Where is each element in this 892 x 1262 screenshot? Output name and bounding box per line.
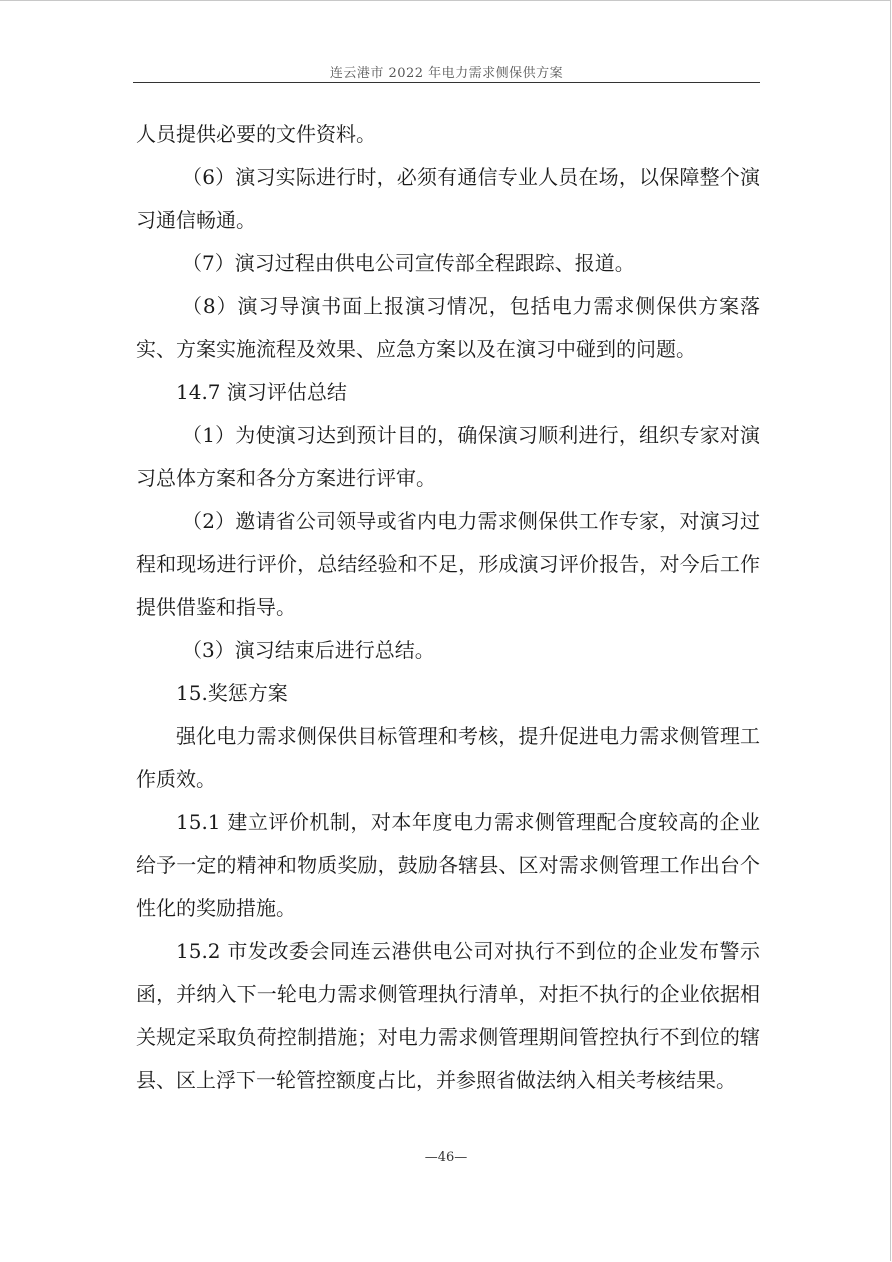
paragraph-intro-15: 强化电力需求侧保供目标管理和考核，提升促进电力需求侧管理工作质效。 <box>136 724 760 791</box>
paragraph-eval-3: （3）演习结束后进行总结。 <box>182 638 435 662</box>
section-heading-14-7: 14.7 演习评估总结 <box>176 380 347 404</box>
paragraph-eval-1: （1）为使演习达到预计目的，确保演习顺利进行，组织专家对演习总体方案和各分方案进行评审。 <box>136 423 760 490</box>
paragraph-item-6: （6）演习实际进行时，必须有通信专业人员在场，以保障整个演习通信畅通。 <box>136 165 760 232</box>
paragraph-15-1: 15.1 建立评价机制，对本年度电力需求侧管理配合度较高的企业给予一定的精神和物质奖励，鼓励各辖县、区对需求侧管理工作出台个性化的奖励措施。 <box>136 810 760 920</box>
paragraph-15-2: 15.2 市发改委会同连云港供电公司对执行不到位的企业发布警示函，并纳入下一轮电力需求侧管理执行清单，对拒不执行的企业依据相关规定采取负荷控制措施；对电力需求侧管理期间管控执行不到位的辖县、区上浮下一轮管控额度占比，并参照省做法纳入相关考核结果。 <box>136 939 760 1092</box>
section-heading-15: 15.奖惩方案 <box>176 681 288 705</box>
header-rule <box>133 82 760 83</box>
paragraph-continuation: 人员提供必要的文件资料。 <box>136 122 376 146</box>
page-number: —46— <box>424 1150 468 1165</box>
paragraph-eval-2: （2）邀请省公司领导或省内电力需求侧保供工作专家，对演习过程和现场进行评价，总结经验和不足，形成演习评价报告，对今后工作提供借鉴和指导。 <box>136 509 760 619</box>
document-body <box>136 113 760 1102</box>
paragraph-item-7: （7）演习过程由供电公司宣传部全程跟踪、报道。 <box>182 251 635 275</box>
paragraph-item-8: （8）演习导演书面上报演习情况，包括电力需求侧保供方案落实、方案实施流程及效果、应急方案以及在演习中碰到的问题。 <box>136 294 760 361</box>
running-header: 连云港市 2022 年电力需求侧保供方案 <box>329 66 564 81</box>
